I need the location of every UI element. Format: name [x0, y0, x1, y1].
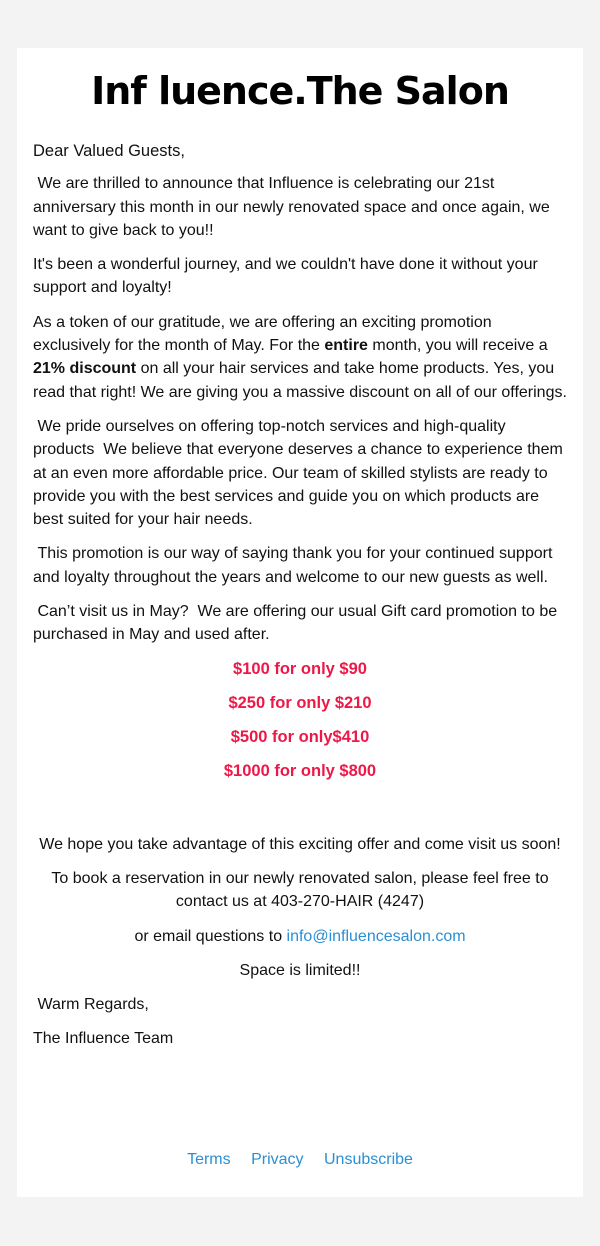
promotion-entire: entire [324, 337, 368, 355]
promotion-text-2: month, you will receive a [367, 337, 548, 355]
promotion-discount: 21% discount [33, 360, 137, 378]
salon-logo: Inf luence.The Salon [91, 69, 509, 113]
email-body [33, 140, 567, 1062]
closing-email [33, 925, 567, 948]
unsubscribe-link[interactable]: Unsubscribe [323, 1151, 413, 1168]
footer-links [0, 1148, 600, 1171]
promo-item: $500 for only$410 [230, 727, 370, 746]
signoff-team: The Influence Team [33, 1030, 174, 1048]
promotion-text-1: As a token of our gratitude, we are offering an exciting promotion exclusively for the month of May. For the [33, 313, 492, 355]
terms-link[interactable]: Terms [187, 1151, 231, 1168]
privacy-link[interactable]: Privacy [251, 1151, 304, 1168]
promo-item: $1000 for only $800 [223, 761, 377, 780]
paragraph-gift-card: Can’t visit us in May? We are offering our usual Gift card promotion to be purchased in May and used after. [33, 603, 562, 644]
closing-block [33, 833, 567, 982]
paragraph-anniversary: We are thrilled to announce that Influence is celebrating our 21st anniversary this month in our newly renovated space and once again, we want to give back to you!! [33, 175, 555, 239]
paragraph-journey: It's been a wonderful journey, and we couldn't have done it without your support and loyalty! [33, 256, 538, 297]
greeting: Dear Valued Guests, [33, 142, 185, 160]
paragraph-thanks: This promotion is our way of saying thank you for your continued support and loyalty throughout the years and welcome to our new guests as well. [33, 545, 557, 586]
email-prefix: or email questions to [134, 927, 287, 945]
promotion-text-3: on all your hair services and take home products. Yes, you read that right! We are giving you a massive discount on all of our offerings. [33, 360, 567, 401]
closing-book: To book a reservation in our newly renovated salon, please feel free to contact us at 403-270-HAIR (4247) [51, 869, 549, 911]
signoff-regards: Warm Regards, [33, 996, 149, 1014]
paragraph-pride: We pride ourselves on offering top-notch services and high-quality products We believe that everyone deserves a chance to experience them at an even more affordable price. Our team of skilled stylists are ready to provide you with the best services and guide you on which products are best suited for your hair needs. [33, 417, 568, 529]
promo-item: $250 for only $210 [228, 693, 372, 712]
gift-card-promos [33, 658, 567, 783]
closing-limited: Space is limited!! [239, 961, 361, 979]
paragraph-promotion [33, 311, 567, 404]
email-link[interactable]: info@influencesalon.com [286, 927, 466, 945]
closing-hope: We hope you take advantage of this exciting offer and come visit us soon! [39, 835, 561, 853]
promo-item: $100 for only $90 [233, 659, 367, 678]
